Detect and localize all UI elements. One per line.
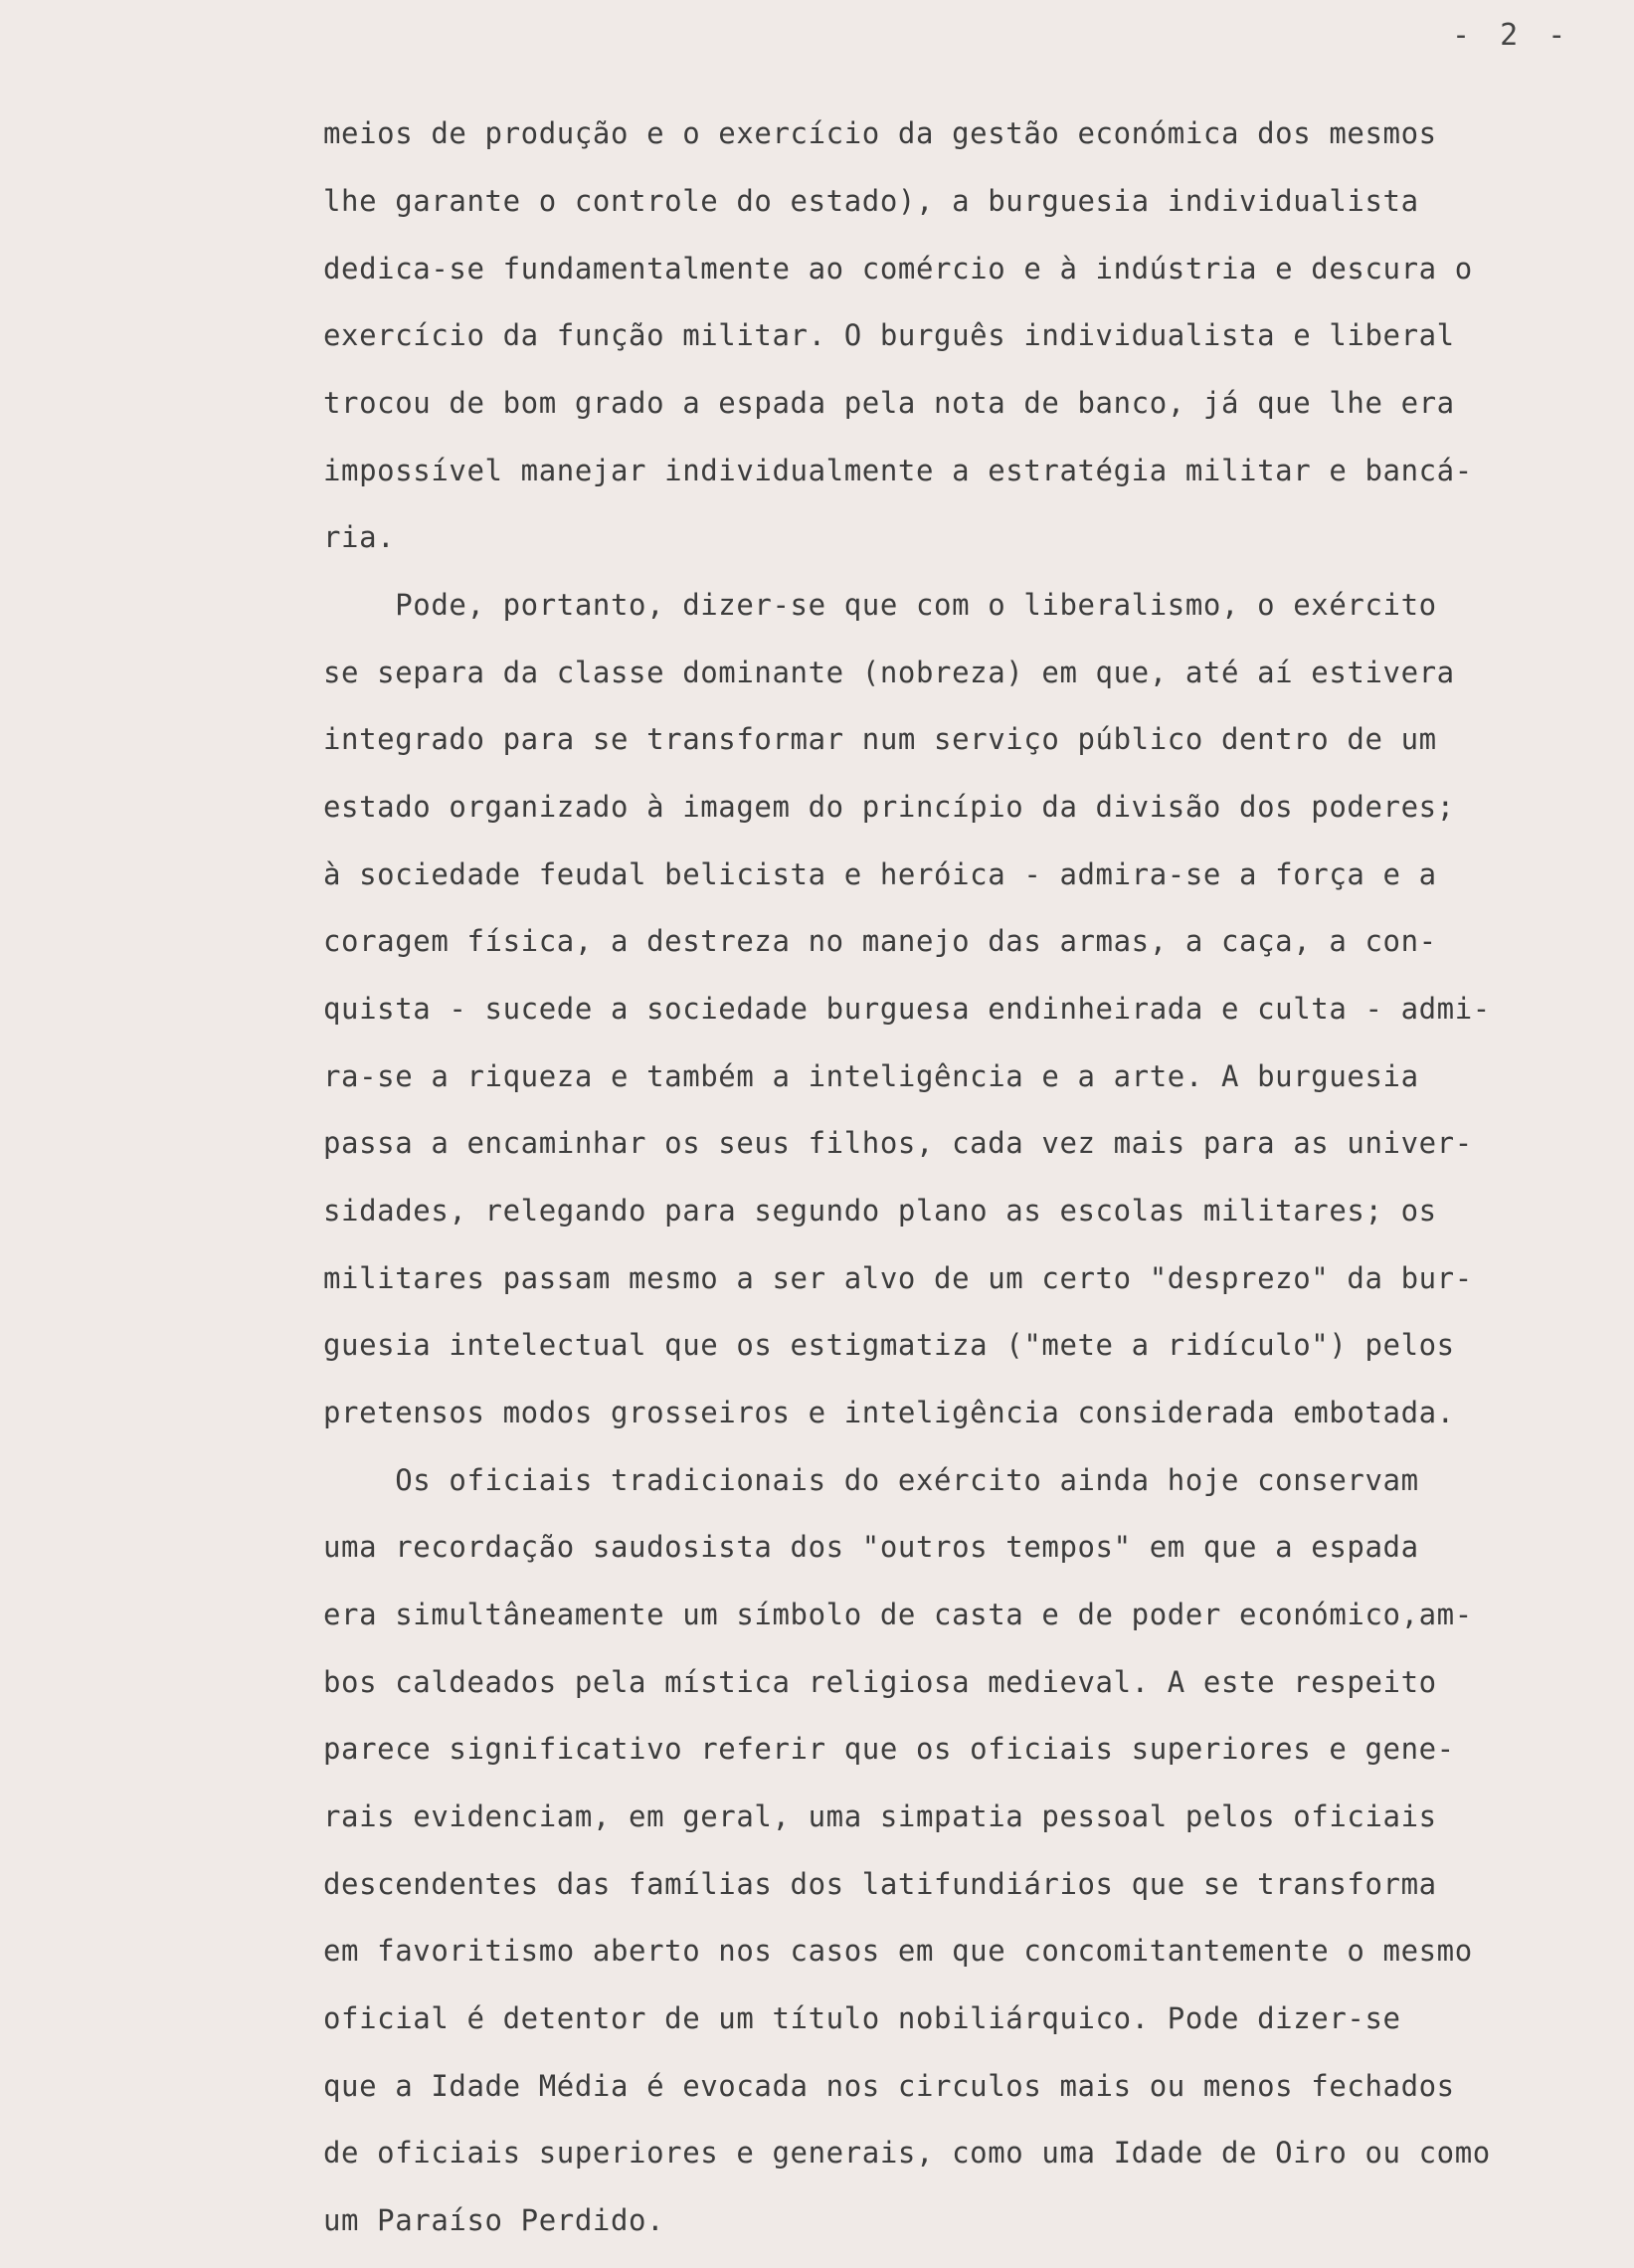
text-line: descendentes das famílias dos latifundiários que se transforma xyxy=(323,1867,1437,1901)
text-line: passa a encaminhar os seus filhos, cada vez mais para as univer- xyxy=(323,1126,1473,1160)
text-line: Os oficiais tradicionais do exército ainda hoje conservam xyxy=(323,1463,1419,1497)
text-line: dedica-se fundamentalmente ao comércio e à indústria e descura o xyxy=(323,252,1473,285)
page-number: - 2 - xyxy=(1452,18,1572,53)
text-line: Pode, portanto, dizer-se que com o liberalismo, o exército xyxy=(323,588,1437,622)
text-line: oficial é detentor de um título nobiliárquico. Pode dizer-se xyxy=(323,2001,1401,2035)
text-line: rais evidenciam, em geral, uma simpatia pessoal pelos oficiais xyxy=(323,1799,1437,1833)
text-line: era simultâneamente um símbolo de casta e de poder económico,am- xyxy=(323,1598,1473,1631)
text-line: coragem física, a destreza no manejo das armas, a caça, a con- xyxy=(323,924,1437,958)
text-line: estado organizado à imagem do princípio da divisão dos poderes; xyxy=(323,790,1455,824)
text-line: guesia intelectual que os estigmatiza ("mete a ridículo") pelos xyxy=(323,1328,1455,1362)
text-line: militares passam mesmo a ser alvo de um certo "desprezo" da bur- xyxy=(323,1261,1473,1295)
text-line: à sociedade feudal belicista e heróica - admira-se a força e a xyxy=(323,857,1437,891)
text-line: em favoritismo aberto nos casos em que concomitantemente o mesmo xyxy=(323,1934,1473,1968)
text-line: uma recordação saudosista dos "outros tempos" em que a espada xyxy=(323,1530,1419,1564)
text-line: ria. xyxy=(323,520,396,554)
text-line: impossível manejar individualmente a estratégia militar e bancá- xyxy=(323,454,1473,487)
text-line: sidades, relegando para segundo plano as escolas militares; os xyxy=(323,1194,1437,1228)
text-line: lhe garante o controle do estado), a burguesia individualista xyxy=(323,184,1419,218)
text-line: integrado para se transformar num serviço público dentro de um xyxy=(323,722,1437,756)
text-line: trocou de bom grado a espada pela nota de banco, já que lhe era xyxy=(323,386,1455,420)
text-line: parece significativo referir que os oficiais superiores e gene- xyxy=(323,1732,1455,1766)
text-line: pretensos modos grosseiros e inteligência considerada embotada. xyxy=(323,1396,1455,1429)
text-line: um Paraíso Perdido. xyxy=(323,2203,665,2237)
text-line: de oficiais superiores e generais, como uma Idade de Oiro ou como xyxy=(323,2136,1491,2170)
text-line: que a Idade Média é evocada nos circulos mais ou menos fechados xyxy=(323,2069,1455,2103)
text-line: bos caldeados pela mística religiosa medieval. A este respeito xyxy=(323,1665,1437,1699)
text-line: se separa da classe dominante (nobreza) em que, até aí estivera xyxy=(323,656,1455,689)
text-line: meios de produção e o exercício da gestão económica dos mesmos xyxy=(323,116,1437,150)
text-line: ra-se a riqueza e também a inteligência e a arte. A burguesia xyxy=(323,1059,1419,1093)
text-line: exercício da função militar. O burguês individualista e liberal xyxy=(323,318,1455,352)
text-line: quista - sucede a sociedade burguesa endinheirada e culta - admi- xyxy=(323,992,1491,1026)
